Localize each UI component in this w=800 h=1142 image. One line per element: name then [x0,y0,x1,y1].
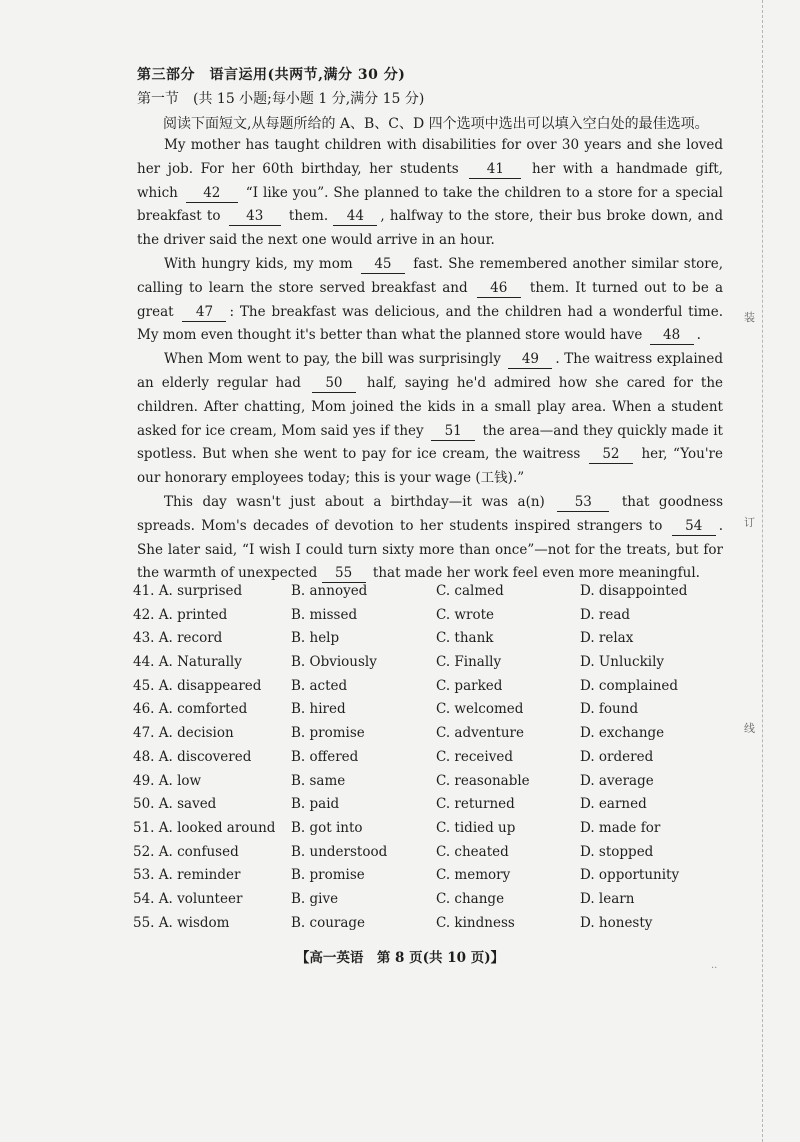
paragraph-3 [137,348,723,491]
option-row [133,725,733,749]
blank-48: 48 [650,327,694,345]
option-row [133,773,733,797]
option-row [133,701,733,725]
passage-text: . The waitress explained an elderly regular had [137,351,723,391]
option-row [133,583,733,607]
answer-options [133,583,733,938]
option-row [133,749,733,773]
option-c: C. tidied up [436,819,516,836]
blank-54: 54 [672,518,716,536]
blank-43: 43 [229,208,281,226]
option-b: B. got into [291,819,363,836]
paragraph-1 [137,134,723,253]
option-d: D. complained [580,677,679,694]
option-b: B. hired [291,701,346,718]
blank-41: 41 [469,161,521,179]
option-c: C. wrote [436,606,494,623]
option-a: 42. A. printed [133,606,228,623]
passage-text: This day wasn't just about a birthday—it was a(n) [164,493,545,510]
option-d: D. exchange [580,725,665,742]
binding-mark: 线 [744,722,755,735]
option-d: D. made for [580,819,661,836]
option-d: D. stopped [580,843,654,860]
option-a: 55. A. wisdom [133,914,230,931]
blank-44: 44 [333,208,377,226]
section-title: 第三部分 语言运用(共两节,满分 30 分) [137,67,406,83]
option-b: B. promise [291,725,365,742]
option-b: B. same [291,772,346,789]
subsection-title: 第一节 (共 15 小题;每小题 1 分,满分 15 分) [137,91,425,107]
passage-text: fast. She remembered another similar store, calling to learn the store served breakfast and [137,255,723,296]
option-a: 48. A. discovered [133,748,252,765]
option-b: B. Obviously [291,654,377,671]
blank-46: 46 [477,280,521,298]
option-d: D. found [580,701,639,718]
option-b: B. courage [291,914,366,931]
option-d: D. Unluckily [580,654,665,671]
binding-mark: 装 [744,311,755,324]
option-a: 47. A. decision [133,725,234,742]
option-a: 49. A. low [133,772,202,789]
passage-text: them. It turned out to be a great [137,279,723,320]
passage-text: When Mom went to pay, the bill was surprisingly [164,351,501,368]
option-c: C. received [436,748,513,765]
blank-51: 51 [431,423,475,441]
option-b: B. understood [291,843,388,860]
option-d: D. learn [580,890,635,907]
binding-line [762,0,763,1142]
footer-dots: .. [711,960,718,971]
passage-text: that goodness spreads. Mom's decades of devotion to her students inspired strangers to [137,493,724,534]
option-row [133,820,733,844]
option-b: B. help [291,630,340,647]
option-c: C. calmed [436,583,504,599]
option-row [133,796,733,820]
option-d: D. relax [580,630,634,647]
passage-text: her with a handmade gift, which [137,160,724,201]
option-d: D. opportunity [580,867,680,884]
option-d: D. honesty [580,914,653,931]
option-d: D. read [580,606,631,623]
blank-55: 55 [322,565,366,583]
passage-text: half, saying he'd admired how she cared for the children. After chatting, Mom joined the kids in a small play area. When a student asked for ice cream, Mom said yes if they [137,374,724,439]
option-b: B. promise [291,867,365,884]
blank-47: 47 [182,304,226,322]
option-c: C. cheated [436,843,509,860]
passage-text: . [696,327,701,344]
option-d: D. earned [580,796,647,813]
option-c: C. Finally [436,654,502,671]
passage-text: My mother has taught children with disabilities for over 30 years and she loved her job. For her 60th birthday, her students [137,137,723,177]
passage-text: her, “You're our honorary employees today; this is your wage (工钱).” [137,446,723,487]
blank-49: 49 [508,351,552,369]
option-a: 43. A. record [133,630,223,647]
option-a: 52. A. confused [133,843,239,860]
option-row [133,678,733,702]
passage-text: the area—and they quickly made it spotless. But when she went to pay for ice cream, the waitress [137,422,723,463]
option-row [133,891,733,915]
option-d: D. disappointed [580,583,688,599]
option-c: C. kindness [436,914,515,931]
blank-45: 45 [361,256,405,274]
passage-text: . She later said, “I wish I could turn sixty more than once”—not for the treats, but for the warmth of unexpected [137,517,723,582]
blank-42: 42 [186,185,238,203]
cloze-passage [137,134,723,586]
option-a: 44. A. Naturally [133,654,242,671]
passage-text: “I like you”. She planned to take the children to a store for a special breakfast to [137,184,724,225]
option-d: D. average [580,772,654,789]
option-b: B. missed [291,606,358,623]
instruction-text: 阅读下面短文,从每题所给的 A、B、C、D 四个选项中选出可以填入空白处的最佳选项。 [163,116,709,132]
option-c: C. returned [436,796,515,813]
option-c: C. change [436,890,505,907]
option-c: C. thank [436,630,494,647]
option-a: 45. A. disappeared [133,677,262,694]
option-a: 50. A. saved [133,796,217,813]
option-a: 51. A. looked around [133,819,276,836]
option-b: B. annoyed [291,583,368,599]
option-row [133,867,733,891]
passage-text: them. [288,208,329,225]
blank-50: 50 [312,375,356,393]
option-a: 41. A. surprised [133,583,243,599]
passage-text: , halfway to the store, their bus broke down, and the driver said the next one would arrive in an hour. [137,208,723,249]
option-c: C. welcomed [436,701,524,718]
option-b: B. acted [291,677,348,694]
option-c: C. parked [436,677,503,694]
option-b: B. offered [291,748,359,765]
passage-text: : The breakfast was delicious, and the children had a wonderful time. My mom even thought it's better than what the planned store would have [137,303,723,344]
binding-mark: 订 [744,516,755,529]
option-c: C. adventure [436,725,524,742]
paragraph-4 [137,491,723,586]
option-row [133,915,733,939]
option-a: 46. A. comforted [133,701,248,718]
page-footer: 【高一英语 第 8 页(共 10 页)】 [295,950,505,966]
option-a: 54. A. volunteer [133,890,243,907]
option-a: 53. A. reminder [133,867,241,884]
option-b: B. paid [291,796,340,813]
option-b: B. give [291,890,339,907]
option-d: D. ordered [580,748,654,765]
option-c: C. reasonable [436,772,530,789]
option-row [133,607,733,631]
option-row [133,654,733,678]
blank-52: 52 [589,446,633,464]
paragraph-2 [137,253,723,348]
passage-text: that made her work feel even more meaningful. [372,565,700,582]
blank-53: 53 [557,494,609,512]
option-row [133,844,733,868]
option-c: C. memory [436,867,511,884]
passage-text: With hungry kids, my mom [164,255,353,272]
option-row [133,630,733,654]
